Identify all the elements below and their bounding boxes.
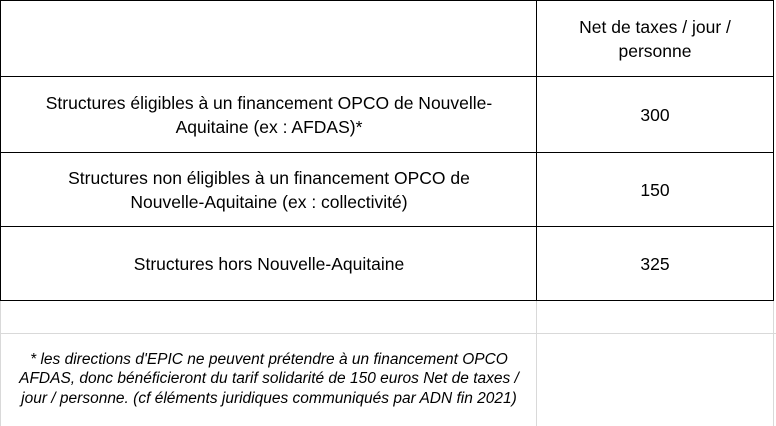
footnote-cell (1, 333, 537, 425)
header-empty-cell (1, 1, 537, 77)
border-middle (536, 0, 537, 301)
row-outside-label: Structures hors Nouvelle-Aquitaine (133, 254, 405, 274)
row-outside-label-cell (1, 227, 537, 301)
gridline-h1 (0, 333, 776, 334)
row-outside-price: 325 (640, 254, 670, 274)
row-eligible-label-cell (1, 77, 537, 153)
row-non-eligible-label-cell (1, 153, 537, 227)
border-row2 (0, 152, 774, 153)
border-left (0, 0, 1, 301)
border-row3 (0, 226, 774, 227)
gridline-v-left (0, 301, 1, 426)
row-eligible-label: Structures éligibles à un financement OPCO de Nouvelle-Aquitaine (ex : AFDAS)* (45, 93, 493, 137)
header-price-label: Net de taxes / jour / personne (579, 17, 731, 61)
row-non-eligible-price: 150 (640, 180, 670, 200)
footnote-text: * les directions d'EPIC ne peuvent prétendre à un financement OPCO AFDAS, donc bénéficieront du tarif solidarité de 150 euros Net de taxes / jour / personne. (cf éléments juridiques communiqués par ADN fin 2021) (19, 350, 519, 407)
row-eligible-price-cell (537, 77, 773, 153)
row-eligible-price: 300 (640, 105, 670, 125)
row-non-eligible-price-cell (537, 153, 773, 227)
border-top (0, 0, 774, 1)
border-row1 (0, 76, 774, 77)
border-bottom (0, 300, 774, 301)
border-right (773, 0, 774, 301)
header-price-cell (537, 1, 773, 77)
row-outside-price-cell (537, 227, 773, 301)
row-non-eligible-label: Structures non éligibles à un financement OPCO de Nouvelle-Aquitaine (ex : collectivité) (68, 168, 470, 212)
gridline-v-right (773, 301, 774, 426)
gridline-v-middle (536, 301, 537, 426)
